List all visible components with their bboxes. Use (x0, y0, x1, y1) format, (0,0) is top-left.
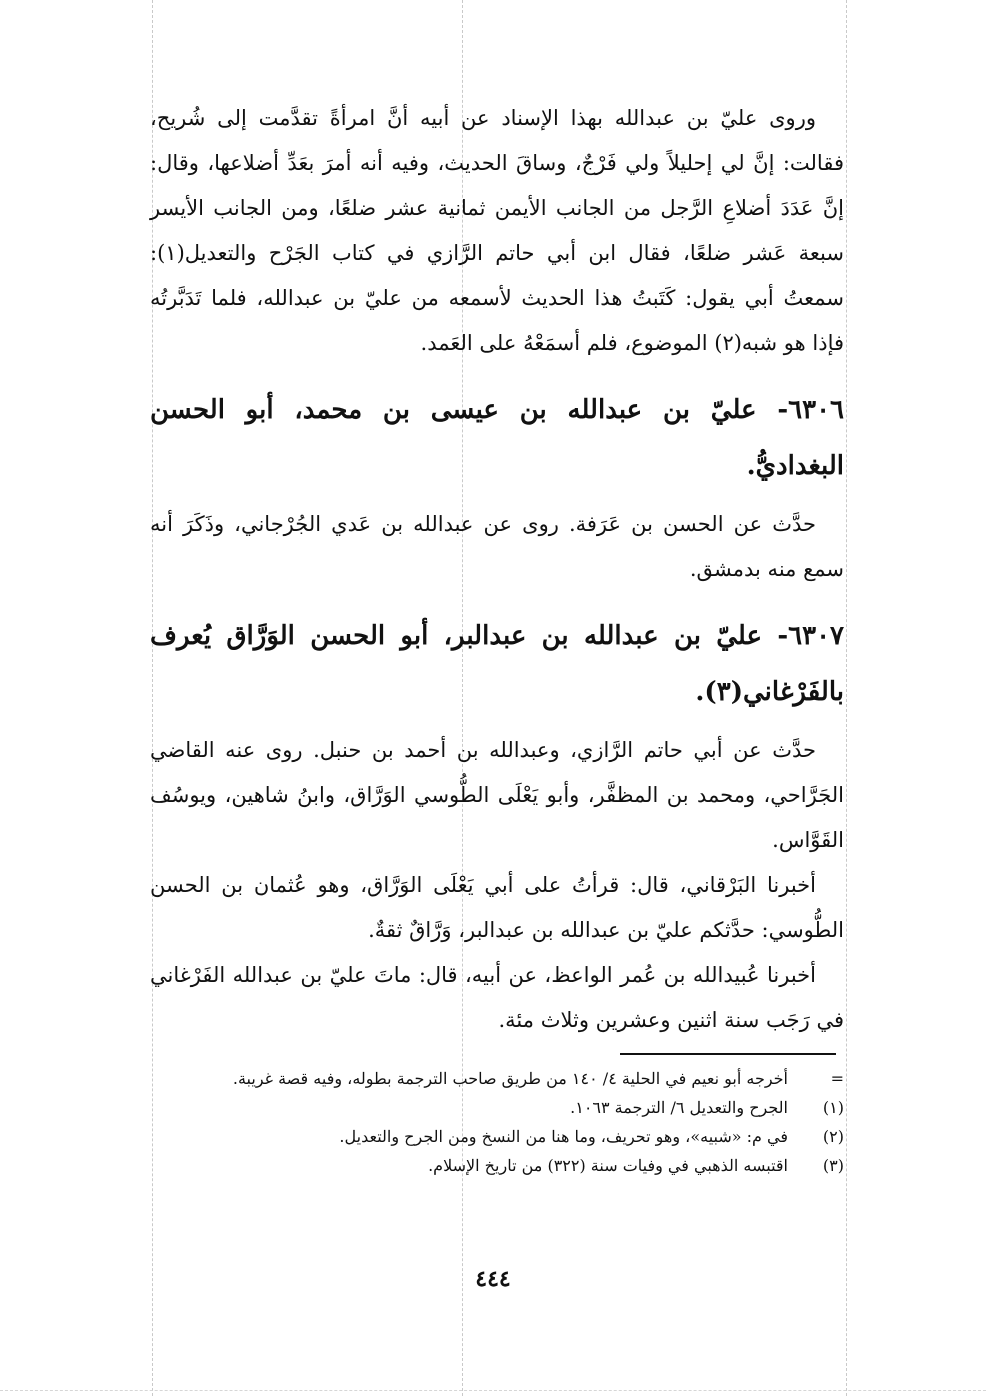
page-body (150, 96, 844, 1043)
page-number: ٤٤٤ (475, 1266, 511, 1292)
paragraph-entry-6307-narrators: حدَّث عن أبي حاتم الرَّازي، وعبدالله بن أحمد بن حنبل. روى عنه القاضي الجَرَّاحي، ومحمد بن المظفَّر، وأبو يَعْلَى الطُّوسي الوَرَّاق، وابنُ شاهين، ويوسُف القَوَّاس. (150, 738, 844, 852)
guide-line-right (846, 0, 847, 1396)
paragraph-narration: وروى عليّ بن عبدالله بهذا الإسناد عن أبيه أنَّ امرأةً تقدَّمت إلى شُريح، فقالت: إنَّ لي إحليلاً ولي فَرْجٌ، وساقَ الحديث، وفيه أنه أمرَ بعَدِّ أضلاعها، وقال: إنَّ عَدَدَ أضلاعِ الرَّجل من الجانب الأيمن ثمانية عشر ضلعًا، ومن الجانب الأيسر سبعة عَشر ضلعًا، فقال ابن أبي حاتم الرَّازي في كتاب الجَرْح والتعديل(١): سمعتُ أبي يقول: كَتَبتُ هذا الحديث لأسمعه من عليّ بن عبدالله، فلما تَدَبَّرتُه فإذا هو شبه(٢) الموضوع، فلم أسمَعْهُ على العَمد. (150, 106, 844, 355)
footnote-continued (150, 1066, 844, 1091)
footnote-text: اقتبسه الذهبي في وفيات سنة (٣٢٢) من تاريخ الإسلام. (428, 1156, 788, 1175)
footnote-marker: (٣) (822, 1156, 844, 1175)
footnote-marker: (١) (822, 1098, 844, 1117)
guide-line-bottom (0, 1390, 986, 1391)
footnote-1 (150, 1095, 844, 1120)
footnote-3 (150, 1153, 844, 1178)
footnote-text: في م: «شبيه»، وهو تحريف، وما هنا من النسخ ومن الجرح والتعديل. (339, 1127, 788, 1146)
footnote-marker: (٢) (822, 1127, 844, 1146)
entry-heading-6307: ٦٣٠٧- عليّ بن عبدالله بن عبدالبر، أبو الحسن الوَرَّاق يُعرف بالفَرْغاني(٣). (150, 621, 844, 707)
paragraph-entry-6306: حدَّث عن الحسن بن عَرَفة. روى عن عبدالله بن عَدي الجُرْجاني، وذَكَرَ أنه سمع منه بدمشق. (150, 512, 844, 581)
footnote-text: أخرجه أبو نعيم في الحلية ٤/ ١٤٠ من طريق صاحب الترجمة بطوله، وفيه قصة غريبة. (232, 1069, 788, 1088)
paragraph-entry-6307-barqani: أخبرنا البَرْقاني، قال: قرأتُ على أبي يَعْلَى الوَرَّاق، وهو عُثمان بن الحسن الطُّوسي: حدَّثكم عليّ بن عبدالله بن عبدالبر، وَرَّاقٌ ثقةٌ. (150, 873, 844, 942)
footnotes (150, 1066, 844, 1182)
footnote-2 (150, 1124, 844, 1149)
paragraph-entry-6307-death: أخبرنا عُبيدالله بن عُمر الواعظ، عن أبيه، قال: ماتَ عليّ بن عبدالله الفَرْغاني في رَجَب سنة اثنين وعشرين وثلاث مئة. (150, 963, 844, 1032)
footnote-text: الجرح والتعديل ٦/ الترجمة ١٠٦٣. (570, 1098, 788, 1117)
entry-heading-6306: ٦٣٠٦- عليّ بن عبدالله بن عيسى بن محمد، أبو الحسن البغداديُّ. (150, 395, 844, 481)
footnote-marker: = (830, 1069, 844, 1088)
footnote-divider (620, 1053, 836, 1055)
